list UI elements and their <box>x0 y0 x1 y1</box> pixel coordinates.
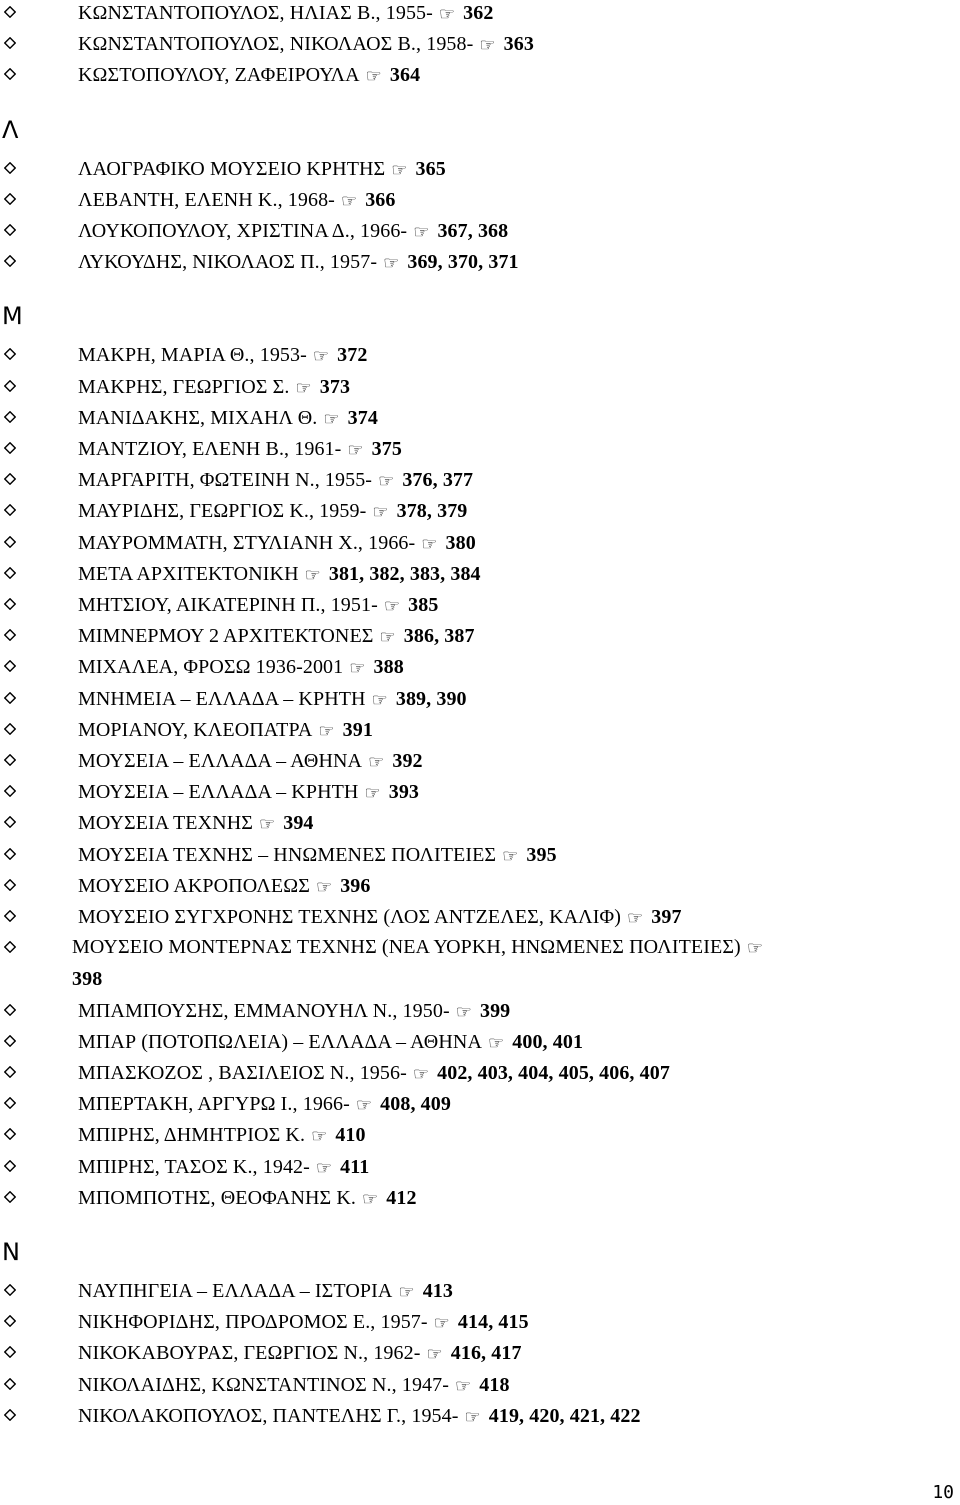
entry-name: ΜΟΥΣΕΙΑ ΤΕΧΝΗΣ <box>78 812 253 835</box>
entry-pages: 385 <box>408 594 439 616</box>
entry-pages: 364 <box>389 64 421 87</box>
entry-name: ΝΙΚΟΛΑΙΔΗΣ, ΚΩΝΣΤΑΝΤΙΝΟΣ Ν., 1947- <box>78 1373 450 1396</box>
entry-pages: 375 <box>371 438 402 460</box>
pointing-hand-icon: ☞ <box>413 222 430 242</box>
entry-name: ΜΕΤΑ ΑΡΧΙΤΕΚΤΟΝΙΚΗ <box>78 562 299 585</box>
entry-name: ΜΠΟΜΠΟΤΗΣ, ΘΕΟΦΑΝΗΣ Κ. <box>78 1186 357 1209</box>
section-letter: Ν <box>2 1238 20 1266</box>
entry-name: ΚΩΝΣΤΑΝΤΟΠΟΥΛΟΣ, ΗΛΙΑΣ Β., 1955- <box>78 2 433 24</box>
diamond-bullet-icon <box>4 567 16 579</box>
entry-text <box>78 1093 451 1115</box>
pointing-hand-icon: ☞ <box>391 159 408 180</box>
entry-pages: 376, 377 <box>402 469 474 492</box>
entry-name: ΛΕΒΑΝΤΗ, ΕΛΕΝΗ Κ., 1968- <box>78 188 335 211</box>
entry-text <box>78 407 378 429</box>
entry-text <box>78 563 481 585</box>
pointing-hand-icon: ☞ <box>455 1375 472 1396</box>
diamond-bullet-icon <box>4 785 16 797</box>
diamond-bullet-icon <box>4 1004 16 1016</box>
entry-text <box>78 438 402 460</box>
entry-text <box>78 812 314 834</box>
entry-name: ΜΟΥΣΕΙΟ ΣΥΓΧΡΟΝΗΣ ΤΕΧΝΗΣ (ΛΟΣ ΑΝΤΖΕΛΕΣ, ΚΑΛΙΦ) <box>78 906 622 928</box>
entry-text <box>78 1124 366 1146</box>
entry-text <box>78 189 396 211</box>
entry-pages: 366 <box>365 188 396 211</box>
pointing-hand-icon: ☞ <box>379 627 396 648</box>
entry-pages: 381, 382, 383, 384 <box>328 562 481 585</box>
entry-text <box>78 158 446 180</box>
entry-pages: 393 <box>388 781 420 804</box>
entry-pages: 395 <box>526 843 557 866</box>
diamond-bullet-icon <box>4 411 16 423</box>
entry-pages: 411 <box>340 1155 370 1178</box>
pointing-hand-icon: ☞ <box>364 783 381 804</box>
entry-pages: 396 <box>340 874 371 897</box>
entry-pages: 391 <box>342 718 373 741</box>
diamond-bullet-icon <box>4 37 16 49</box>
entry-name: ΜΠΕΡΤΑΚΗ, ΑΡΓΥΡΩ Ι., 1966- <box>78 1093 350 1116</box>
entry-name: ΜΑΥΡΙΔΗΣ, ΓΕΩΡΓΙΟΣ Κ., 1959- <box>78 500 367 523</box>
entry-name: ΜΟΥΣΕΙΟ ΑΚΡΟΠΟΛΕΩΣ <box>78 874 310 897</box>
pointing-hand-icon: ☞ <box>368 752 385 772</box>
entry-text <box>78 344 367 366</box>
entry-text <box>78 1311 529 1333</box>
pointing-hand-icon: ☞ <box>421 533 438 554</box>
page-number: 10 <box>932 1482 954 1503</box>
entry-text <box>78 376 350 398</box>
pointing-hand-icon: ☞ <box>479 35 496 56</box>
pointing-hand-icon: ☞ <box>372 502 389 523</box>
pointing-hand-icon: ☞ <box>464 1406 481 1427</box>
entry-text <box>78 500 467 522</box>
pointing-hand-icon: ☞ <box>349 658 366 679</box>
diamond-bullet-icon <box>4 224 16 236</box>
entry-name: ΜΑΥΡΟΜΜΑΤΗ, ΣΤΥΛΙΑΝΗ Χ., 1966- <box>78 531 416 554</box>
entry-text <box>78 1342 522 1364</box>
pointing-hand-icon: ☞ <box>488 1032 505 1053</box>
entry-text <box>78 251 519 273</box>
diamond-bullet-icon <box>4 162 16 174</box>
section-letter: Λ <box>2 115 19 144</box>
diamond-bullet-icon <box>4 816 16 828</box>
entry-pages: 394 <box>283 812 314 835</box>
entry-name: ΜΑΚΡΗ, ΜΑΡΙΑ Θ., 1953- <box>78 344 307 367</box>
diamond-bullet-icon <box>4 1409 16 1421</box>
diamond-bullet-icon <box>4 1378 16 1390</box>
entry-text <box>78 750 423 772</box>
entry-pages: 416, 417 <box>450 1342 522 1365</box>
pointing-hand-icon: ☞ <box>433 1313 450 1334</box>
pointing-hand-icon: ☞ <box>311 1126 328 1147</box>
entry-name: ΝΙΚΟΚΑΒΟΥΡΑΣ, ΓΕΩΡΓΙΟΣ Ν., 1962- <box>78 1342 421 1365</box>
entry-text <box>78 1374 510 1396</box>
entry-name: ΜΟΥΣΕΙΑ ΤΕΧΝΗΣ – ΗΝΩΜΕΝΕΣ ΠΟΛΙΤΕΙΕΣ <box>78 843 497 866</box>
diamond-bullet-icon <box>4 692 16 704</box>
entry-text <box>78 1405 641 1427</box>
entry-name: ΜΝΗΜΕΙΑ – ΕΛΛΑΔΑ – ΚΡΗΤΗ <box>78 687 366 710</box>
entry-text <box>78 844 557 866</box>
diamond-bullet-icon <box>4 1191 16 1203</box>
entry-pages: 399 <box>479 999 511 1022</box>
diamond-bullet-icon <box>4 910 16 922</box>
pointing-hand-icon: ☞ <box>383 596 401 616</box>
entry-name: ΚΩΝΣΤΑΝΤΟΠΟΥΛΟΣ, ΝΙΚΟΛΑΟΣ Β., 1958- <box>78 33 474 56</box>
entry-pages: 410 <box>335 1124 366 1147</box>
diamond-bullet-icon <box>4 941 16 953</box>
entry-pages: 402, 403, 404, 405, 406, 407 <box>437 1062 670 1084</box>
entry-name: ΜΗΤΣΙΟΥ, ΑΙΚΑΤΕΡΙΝΗ Π., 1951- <box>78 594 378 616</box>
pointing-hand-icon: ☞ <box>371 689 388 710</box>
pointing-hand-icon: ☞ <box>378 471 395 492</box>
entry-pages: 412 <box>386 1186 417 1209</box>
diamond-bullet-icon <box>4 1284 16 1296</box>
diamond-bullet-icon <box>4 660 16 672</box>
entry-text <box>78 906 682 928</box>
pointing-hand-icon: ☞ <box>383 253 400 274</box>
entry-pages: 386, 387 <box>403 625 475 648</box>
entry-name: ΝΙΚΟΛΑΚΟΠΟΥΛΟΣ, ΠΑΝΤΕΛΗΣ Γ., 1954- <box>78 1404 459 1427</box>
entry-text <box>78 1031 583 1053</box>
pointing-hand-icon: ☞ <box>340 190 358 211</box>
entry-pages: 414, 415 <box>457 1311 529 1334</box>
entry-pages: 372 <box>337 344 368 367</box>
entry-name: ΛΑΟΓΡΑΦΙΚΟ ΜΟΥΣΕΙΟ ΚΡΗΤΗΣ <box>78 157 386 180</box>
diamond-bullet-icon <box>4 1346 16 1358</box>
pointing-hand-icon: ☞ <box>398 1282 415 1302</box>
entry-pages: 369, 370, 371 <box>407 251 519 274</box>
entry-text <box>78 1000 510 1022</box>
entry-name: ΜΑΚΡΗΣ, ΓΕΩΡΓΙΟΣ Σ. <box>78 375 290 398</box>
pointing-hand-icon: ☞ <box>746 938 764 959</box>
entry-pages: 398 <box>72 968 103 991</box>
entry-name: ΜΙΜΝΕΡΜΟΥ 2 ΑΡΧΙΤΕΚΤΟΝΕΣ <box>78 625 374 648</box>
entry-text <box>78 2 493 24</box>
entry-name: ΝΑΥΠΗΓΕΙΑ – ΕΛΛΑΔΑ – ΙΣΤΟΡΙΑ <box>78 1280 393 1302</box>
pointing-hand-icon: ☞ <box>323 408 340 429</box>
entry-text <box>78 1187 417 1209</box>
pointing-hand-icon: ☞ <box>412 1064 430 1084</box>
pointing-hand-icon: ☞ <box>455 1001 472 1022</box>
entry-text <box>78 1062 670 1084</box>
diamond-bullet-icon <box>4 348 16 360</box>
entry-name: ΜΠΙΡΗΣ, ΤΑΣΟΣ Κ., 1942- <box>78 1155 310 1178</box>
section-letter: Μ <box>2 302 23 331</box>
entry-text <box>78 532 476 554</box>
diamond-bullet-icon <box>4 598 16 610</box>
entry-name: ΜΙΧΑΛΕΑ, ΦΡΟΣΩ 1936-2001 <box>78 656 344 679</box>
diamond-bullet-icon <box>4 879 16 891</box>
entry-name: ΜΑΡΓΑΡΙΤΗ, ΦΩΤΕΙΝΗ Ν., 1955- <box>78 469 373 492</box>
entry-pages: 418 <box>479 1373 510 1396</box>
entry-name: ΜΟΡΙΑΝΟΥ, ΚΛΕΟΠΑΤΡΑ <box>78 718 313 741</box>
entry-text <box>78 1280 453 1302</box>
entry-pages: 389, 390 <box>395 687 467 710</box>
pointing-hand-icon: ☞ <box>315 876 333 897</box>
entry-name: ΜΠΑΡ (ΠΟΤΟΠΩΛΕΙΑ) – ΕΛΛΑΔΑ – ΑΘΗΝΑ <box>78 1030 482 1053</box>
entry-text <box>78 64 420 86</box>
pointing-hand-icon: ☞ <box>438 4 456 24</box>
diamond-bullet-icon <box>4 754 16 766</box>
pointing-hand-icon: ☞ <box>502 845 519 866</box>
diamond-bullet-icon <box>4 848 16 860</box>
diamond-bullet-icon <box>4 1160 16 1172</box>
index-entry <box>0 936 960 991</box>
diamond-bullet-icon <box>4 473 16 485</box>
pointing-hand-icon: ☞ <box>347 440 364 460</box>
entry-name: ΛΥΚΟΥΔΗΣ, ΝΙΚΟΛΑΟΣ Π., 1957- <box>78 251 378 274</box>
entry-text <box>78 719 373 741</box>
entry-pages: 365 <box>415 157 446 180</box>
entry-name: ΜΑΝΤΖΙΟΥ, ΕΛΕΝΗ Β., 1961- <box>78 438 342 460</box>
diamond-bullet-icon <box>4 504 16 516</box>
entry-pages: 380 <box>445 531 476 554</box>
pointing-hand-icon: ☞ <box>355 1095 373 1116</box>
pointing-hand-icon: ☞ <box>318 720 335 741</box>
entry-pages: 397 <box>651 906 682 928</box>
diamond-bullet-icon <box>4 1097 16 1109</box>
diamond-bullet-icon <box>4 380 16 392</box>
diamond-bullet-icon <box>4 629 16 641</box>
entry-text <box>78 594 438 616</box>
diamond-bullet-icon <box>4 1315 16 1327</box>
entry-pages: 373 <box>319 375 351 398</box>
pointing-hand-icon: ☞ <box>258 814 276 835</box>
diamond-bullet-icon <box>4 6 16 18</box>
entry-pages: 413 <box>422 1280 454 1302</box>
entry-name: ΜΟΥΣΕΙΑ – ΕΛΛΑΔΑ – ΑΘΗΝΑ <box>78 750 363 772</box>
pointing-hand-icon: ☞ <box>627 908 644 928</box>
entry-pages: 362 <box>463 2 494 24</box>
entry-text <box>78 625 475 647</box>
entry-name: ΛΟΥΚΟΠΟΥΛΟΥ, ΧΡΙΣΤΙΝΑ Δ., 1966- <box>78 220 408 242</box>
entry-name: ΜΑΝΙΔΑΚΗΣ, ΜΙΧΑΗΛ Θ. <box>78 406 318 429</box>
pointing-hand-icon: ☞ <box>315 1157 333 1178</box>
entry-pages: 392 <box>392 750 423 772</box>
diamond-bullet-icon <box>4 68 16 80</box>
diamond-bullet-icon <box>4 1128 16 1140</box>
entry-pages: 374 <box>347 406 378 429</box>
entry-pages: 419, 420, 421, 422 <box>488 1404 641 1427</box>
entry-name: ΜΟΥΣΕΙΟ ΜΟΝΤΕΡΝΑΣ ΤΕΧΝΗΣ (ΝΕΑ ΥΟΡΚΗ, ΗΝΩΜΕΝΕΣ ΠΟΛΙΤΕΙΕΣ) <box>72 936 741 959</box>
pointing-hand-icon: ☞ <box>304 564 321 585</box>
entry-text <box>78 656 404 678</box>
entry-text <box>78 781 419 803</box>
pointing-hand-icon: ☞ <box>362 1188 379 1209</box>
diamond-bullet-icon <box>4 1066 16 1078</box>
entry-text <box>78 688 467 710</box>
diamond-bullet-icon <box>4 723 16 735</box>
entry-name: ΝΙΚΗΦΟΡΙΔΗΣ, ΠΡΟΔΡΟΜΟΣ Ε., 1957- <box>78 1311 428 1334</box>
entry-pages: 363 <box>503 33 534 56</box>
entry-text <box>78 875 371 897</box>
entry-name: ΜΠΑΣΚΟΖΟΣ , ΒΑΣΙΛΕΙΟΣ Ν., 1956- <box>78 1062 407 1084</box>
entry-text <box>78 220 508 242</box>
diamond-bullet-icon <box>4 255 16 267</box>
entry-name: ΜΟΥΣΕΙΑ – ΕΛΛΑΔΑ – ΚΡΗΤΗ <box>78 781 359 804</box>
entry-name: ΚΩΣΤΟΠΟΥΛΟΥ, ΖΑΦΕΙΡΟΥΛΑ <box>78 64 360 87</box>
pointing-hand-icon: ☞ <box>426 1344 443 1365</box>
entry-pages: 408, 409 <box>380 1093 451 1116</box>
diamond-bullet-icon <box>4 536 16 548</box>
diamond-bullet-icon <box>4 442 16 454</box>
pointing-hand-icon: ☞ <box>312 346 330 367</box>
pointing-hand-icon: ☞ <box>365 66 382 87</box>
entry-text <box>78 33 534 55</box>
diamond-bullet-icon <box>4 193 16 205</box>
entry-text <box>72 931 957 995</box>
entry-pages: 378, 379 <box>396 500 468 523</box>
entry-text <box>78 1156 369 1178</box>
entry-name: ΜΠΙΡΗΣ, ΔΗΜΗΤΡΙΟΣ Κ. <box>78 1124 306 1147</box>
diamond-bullet-icon <box>4 1035 16 1047</box>
pointing-hand-icon: ☞ <box>295 377 312 398</box>
entry-pages: 388 <box>373 656 404 679</box>
entry-text <box>78 469 473 491</box>
entry-pages: 367, 368 <box>437 220 509 242</box>
entry-name: ΜΠΑΜΠΟΥΣΗΣ, ΕΜΜΑΝΟΥΗΛ Ν., 1950- <box>78 999 450 1022</box>
entry-pages: 400, 401 <box>512 1030 584 1053</box>
